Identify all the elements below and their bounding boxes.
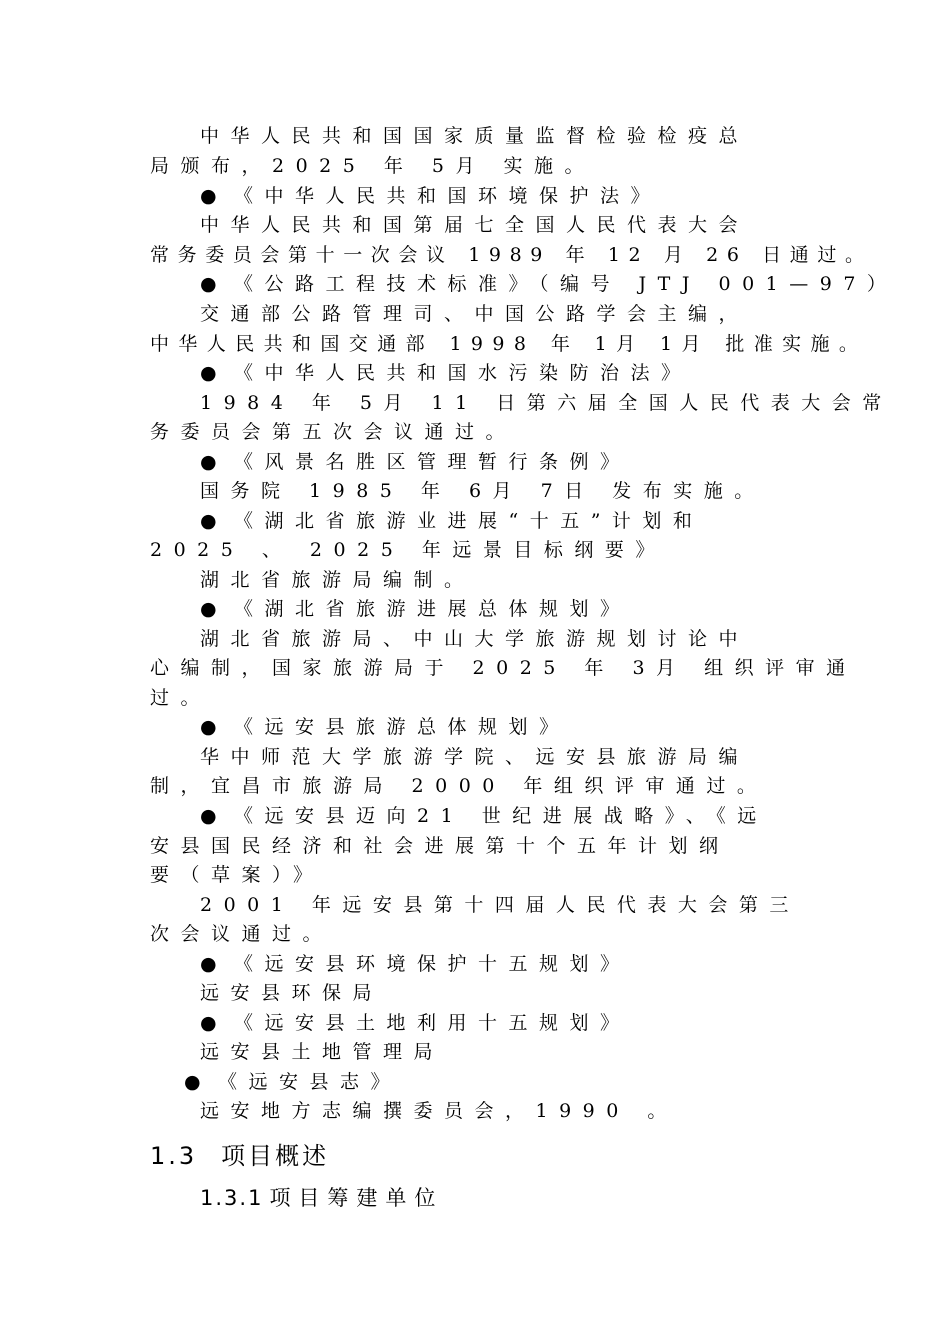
text-line: 远安县环保局 bbox=[200, 982, 384, 1004]
reference-title: 《远安县迈向21 世纪进展战略》、《远 bbox=[234, 805, 768, 827]
section-number: 1.3 bbox=[150, 1142, 198, 1170]
reference-item bbox=[200, 361, 692, 385]
reference-item bbox=[200, 804, 768, 828]
reference-title: 《远安县土地利用十五规划》 bbox=[234, 1012, 631, 1034]
bullet-icon: ● bbox=[200, 1012, 229, 1034]
reference-title: 《中华人民共和国水污染防治法》 bbox=[234, 362, 692, 384]
reference-title: 《远安县环境保护十五规划》 bbox=[234, 953, 631, 975]
subsection-title: 项目筹建单位 bbox=[269, 1186, 444, 1210]
text-line: 华中师范大学旅游学院、远安县旅游局编 bbox=[200, 746, 750, 768]
reference-item bbox=[184, 1070, 401, 1094]
text-line: 2025 、 2025 年远景目标纲要》 bbox=[150, 539, 666, 561]
reference-item bbox=[200, 715, 570, 739]
reference-item bbox=[200, 184, 661, 208]
text-line: 中华人民共和国第届七全国人民代表大会 bbox=[200, 214, 750, 236]
reference-item bbox=[200, 1011, 631, 1035]
text-line: 务委员会第五次会议通过。 bbox=[150, 421, 517, 443]
bullet-icon: ● bbox=[200, 716, 229, 738]
bullet-icon: ● bbox=[184, 1071, 213, 1093]
reference-title: 《中华人民共和国环境保护法》 bbox=[234, 185, 662, 207]
text-line: 1984 年 5月 11 日第六届全国人民代表大会常 bbox=[200, 392, 893, 414]
text-line: 常务委员会第十一次会议 1989 年 12 月 26 日通过。 bbox=[150, 244, 873, 266]
text-line: 局颁布，2025 年 5月 实施。 bbox=[150, 155, 596, 177]
reference-item bbox=[200, 952, 631, 976]
text-line: 远安县土地管理局 bbox=[200, 1041, 445, 1063]
text-line: 湖北省旅游局编制。 bbox=[200, 569, 475, 591]
text-line: 中华人民共和国国家质量监督检验检疫总 bbox=[200, 125, 750, 147]
text-line: 安县国民经济和社会进展第十个五年计划纲 bbox=[150, 835, 730, 857]
reference-item bbox=[200, 509, 703, 533]
reference-item bbox=[200, 272, 897, 296]
text-line: 远安地方志编撰委员会，1990 。 bbox=[200, 1100, 678, 1122]
text-line: 中华人民共和国交通部 1998 年 1月 1月 批准实施。 bbox=[150, 333, 868, 355]
subsection-heading bbox=[200, 1182, 443, 1212]
reference-title: 《湖北省旅游业进展“十五”计划和 bbox=[234, 510, 704, 532]
text-line: 心编制，国家旅游局于 2025 年 3月 组织评审通 bbox=[150, 657, 857, 679]
bullet-icon: ● bbox=[200, 953, 229, 975]
reference-title: 《湖北省旅游进展总体规划》 bbox=[234, 598, 631, 620]
bullet-icon: ● bbox=[200, 598, 229, 620]
text-line: 要（草案）》 bbox=[150, 864, 324, 886]
text-line: 制，宜昌市旅游局 2000 年组织评审通过。 bbox=[150, 775, 768, 797]
subsection-number: 1.3.1 bbox=[200, 1186, 264, 1210]
bullet-icon: ● bbox=[200, 362, 229, 384]
reference-title: 《远安县志》 bbox=[218, 1071, 402, 1093]
text-line: 过。 bbox=[150, 687, 212, 709]
bullet-icon: ● bbox=[200, 451, 229, 473]
text-line: 2001 年远安县第十四届人民代表大会第三 bbox=[200, 894, 800, 916]
reference-item bbox=[200, 597, 631, 621]
bullet-icon: ● bbox=[200, 273, 229, 295]
bullet-icon: ● bbox=[200, 805, 229, 827]
text-line: 湖北省旅游局、中山大学旅游规划讨论中 bbox=[200, 628, 750, 650]
text-line: 交通部公路管理司、中国公路学会主编， bbox=[200, 303, 750, 325]
section-title: 项目概述 bbox=[221, 1142, 330, 1170]
reference-title: 《远安县旅游总体规划》 bbox=[234, 716, 570, 738]
text-line: 次会议通过。 bbox=[150, 923, 334, 945]
section-heading bbox=[150, 1136, 329, 1171]
reference-title: 《公路工程技术标准》（编号 JTJ 001—97） bbox=[234, 273, 898, 295]
text-line: 国务院 1985 年 6月 7日 发布实施。 bbox=[200, 480, 765, 502]
bullet-icon: ● bbox=[200, 510, 229, 532]
reference-item bbox=[200, 450, 631, 474]
reference-title: 《风景名胜区管理暂行条例》 bbox=[234, 451, 631, 473]
bullet-icon: ● bbox=[200, 185, 229, 207]
